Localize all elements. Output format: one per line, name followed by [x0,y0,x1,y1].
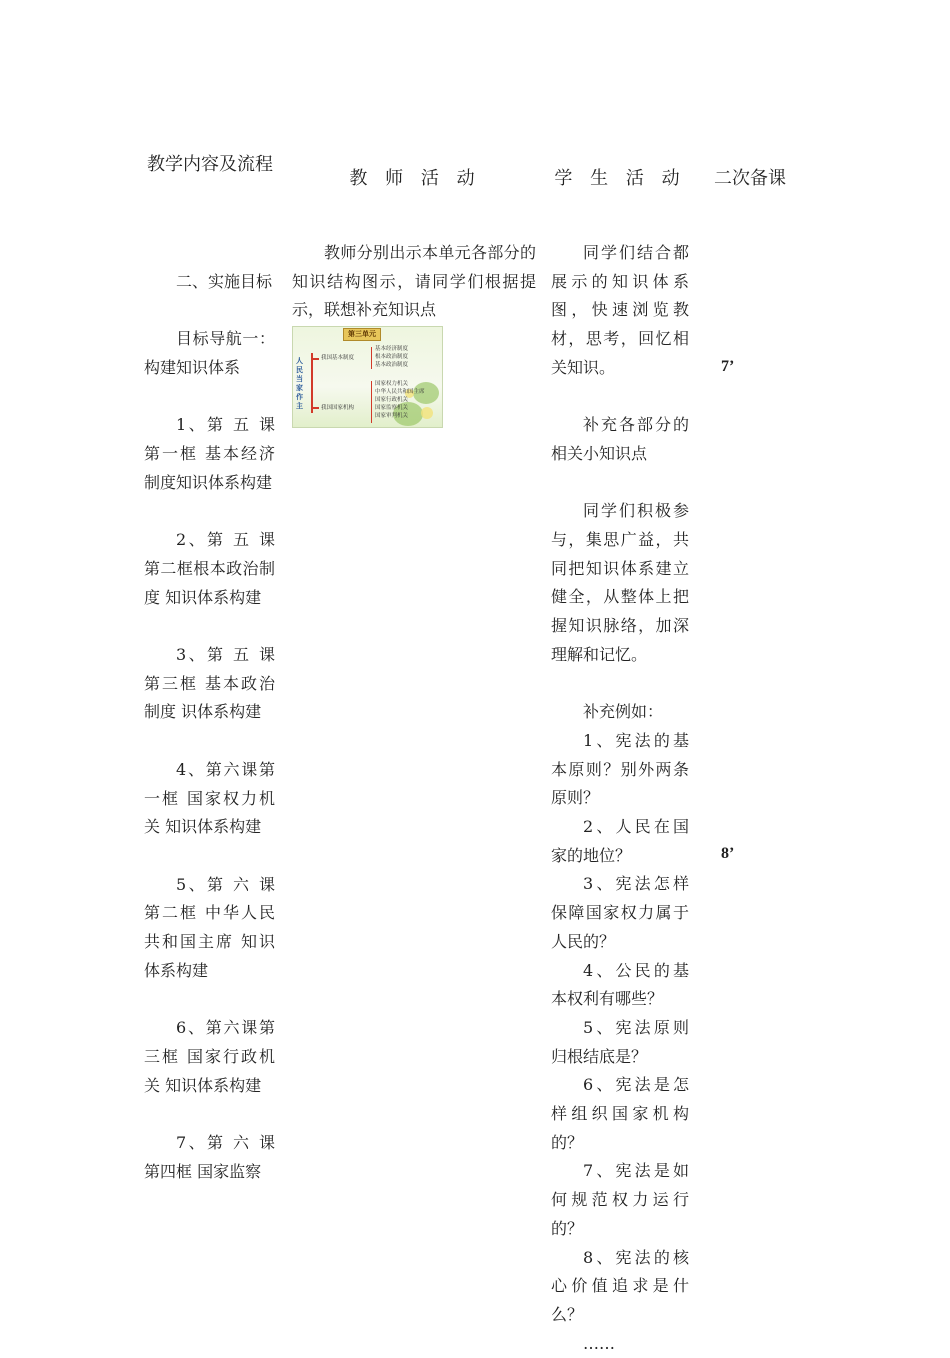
content-item: 3、第 五 课 第三框 基本政治制度 识体系构建 [144,645,275,722]
content-item: 目标导航一：构建知识体系 [144,329,275,378]
student-text: 同学们结合都展示的知识体系图，快速浏览教材，思考，回忆相关知识。 [551,243,689,377]
student-column [551,239,689,1358]
diagram-branch-2: 我国国家机构 [321,405,355,411]
knowledge-structure-diagram [292,326,443,428]
student-text: 同学们积极参与，集思广益，共同把知识体系建立健全，从整体上把握知识脉络，加深理解和记忆。 [551,501,689,664]
diagram-title: 第三单元 [343,328,381,341]
content-item: 7、第 六 课 第四框 国家监察 [144,1132,275,1181]
header-second-prep: 二次备课 [714,168,786,189]
content-item: 2、第 五 课 第二框根本政治制度 知识体系构建 [144,530,275,607]
brace-line [311,353,313,413]
teacher-text: 教师分别出示本单元各部分的知识结构图示，请同学们根据提示，联想补充知识点 [292,243,536,320]
question-item: 6、宪法是怎样组织国家机构的？ [551,1075,689,1152]
diagram-item: 中华人民共和国主席 [375,389,425,395]
diagram-item: 国家监察机关 [375,405,409,411]
diagram-item: 基本政治制度 [375,362,409,368]
brace-line [371,347,372,369]
content-item: 二、实施目标 [176,272,273,291]
diagram-item: 国家审判机关 [375,413,409,419]
diagram-branch-1: 我国基本制度 [321,355,355,361]
flower-decoration [421,407,433,419]
question-item: 8、宪法的核心价值追求是什么？ [551,1247,689,1324]
diagram-item: 基本经济制度 [375,346,409,352]
teacher-column [292,239,536,325]
question-item: 4、公民的基本权利有哪些？ [551,960,689,1009]
content-column [144,268,275,1186]
brace-line [311,407,319,409]
question-item: 3、宪法怎样保障国家权力属于人民的？ [551,874,689,951]
header-student-activity: 学 生 活 动 [554,168,686,189]
brace-line [371,381,372,423]
diagram-item: 国家行政机关 [375,397,409,403]
ellipsis: …… [583,1333,615,1353]
time-mark: 7’ [721,358,735,375]
student-text: 补充例如： [583,702,664,722]
header-teacher-activity: 教 师 活 动 [349,168,481,189]
question-item: 2、人民在国家的地位？ [551,817,689,865]
time-mark: 8’ [721,845,735,862]
brace-line [311,358,319,360]
content-item: 1、第 五 课 第一框 基本经济制度知识体系构建 [144,415,275,492]
student-text: 补充各部分的相关小知识点 [551,415,689,463]
content-item: 5、第 六 课 第二框 中华人民共和国主席 知识体系构建 [144,874,275,980]
diagram-item: 根本政治制度 [375,354,409,360]
content-item: 4、第六课第一框 国家权力机关 知识体系构建 [144,759,275,837]
diagram-side-label: 人民当家作主 [296,357,303,410]
diagram-item: 国家权力机关 [375,381,409,387]
question-item: 1、宪法的基本原则？别外两条原则？ [551,730,689,808]
question-item: 7、宪法是如何规范权力运行的？ [551,1161,689,1238]
header-content-flow: 教学内容及流程 [147,154,273,175]
question-item: 5、宪法原则归根结底是？ [551,1017,689,1066]
content-item: 6、第六课第三框 国家行政机关 知识体系构建 [144,1018,275,1095]
